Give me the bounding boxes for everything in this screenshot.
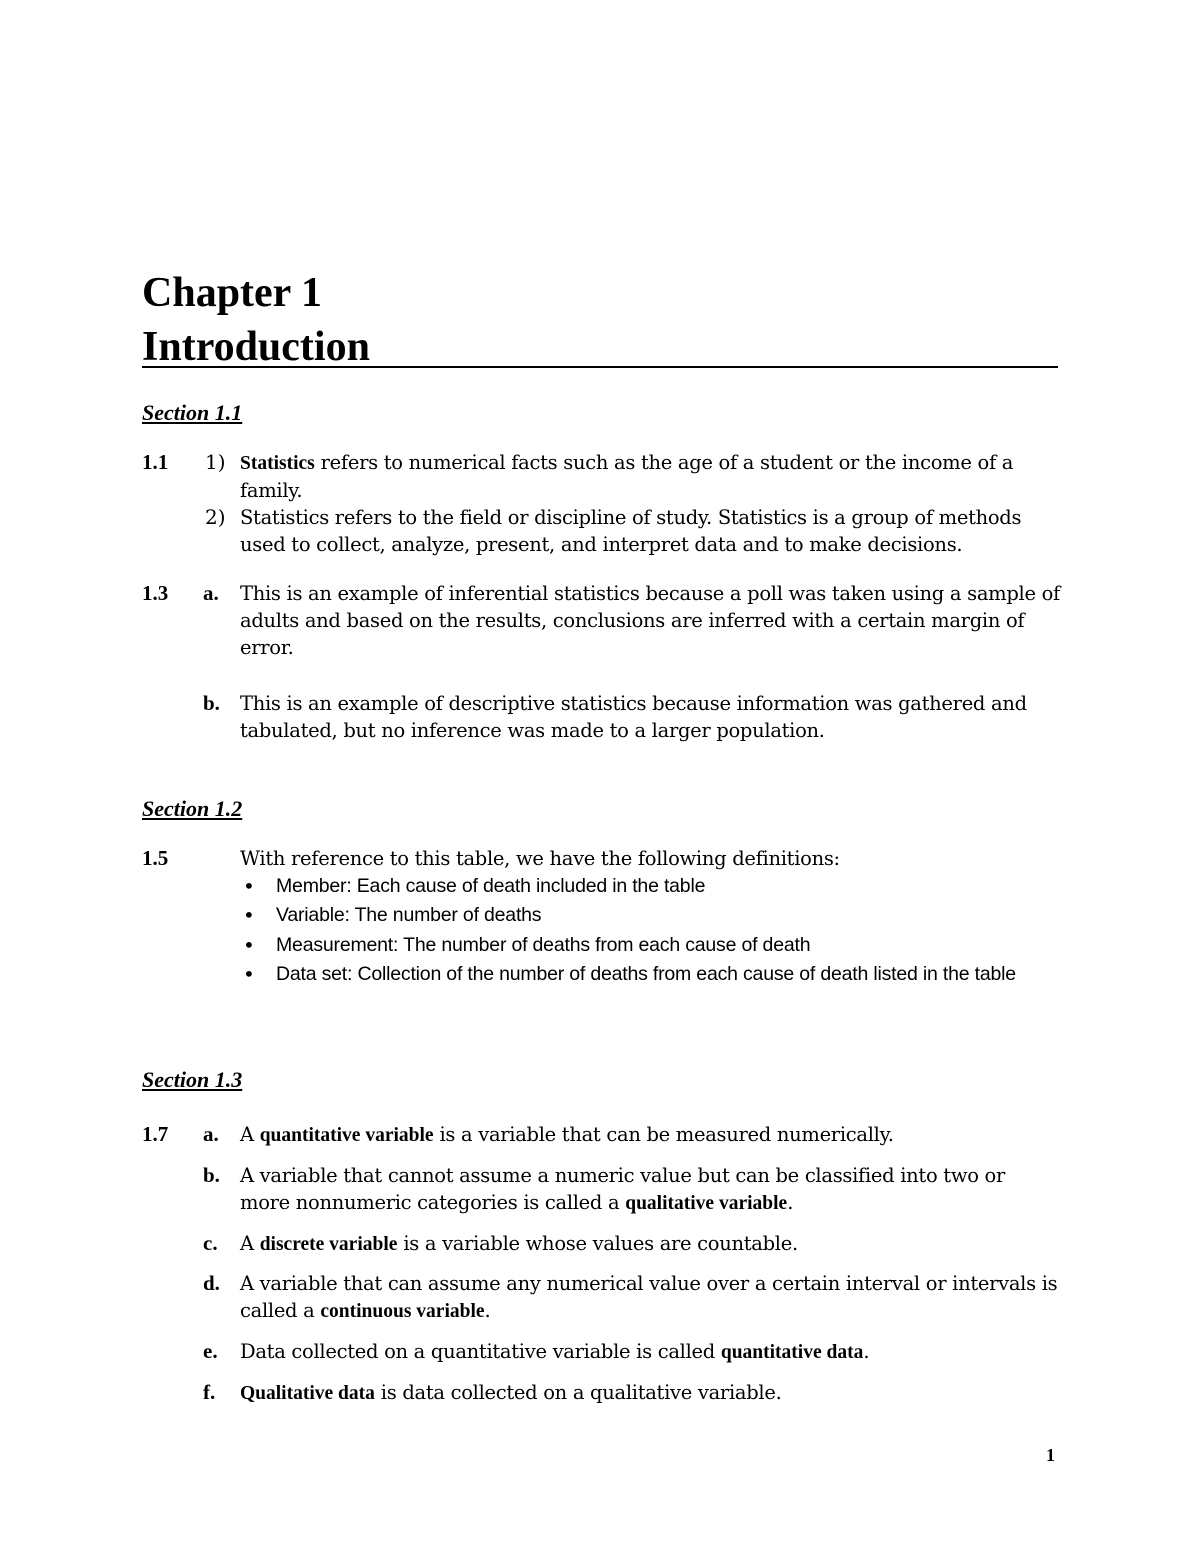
- item-letter: c.: [203, 1231, 218, 1255]
- item-letter: e.: [203, 1339, 218, 1363]
- section-heading-1-1: Section 1.1: [142, 400, 243, 425]
- page-number: 1: [1046, 1445, 1055, 1465]
- term-quantitative-variable: quantitative variable: [259, 1125, 434, 1146]
- bullet-icon: •: [243, 874, 255, 898]
- problem-1-5-intro: With reference to this table, we have the following definitions:: [240, 847, 840, 870]
- problem-1-7-d: [240, 1270, 1060, 1325]
- chapter-number: Chapter 1: [142, 270, 323, 316]
- item-text: .: [787, 1191, 794, 1214]
- bullet-icon: •: [243, 962, 255, 986]
- problem-number-1-7: 1.7: [142, 1122, 169, 1146]
- item-letter: a.: [203, 1122, 219, 1146]
- bullet-icon: •: [243, 903, 255, 927]
- item-letter: f.: [203, 1380, 216, 1404]
- problem-1-7-c: [240, 1230, 1060, 1258]
- item-letter: b.: [203, 691, 220, 715]
- item-marker: 2): [205, 505, 226, 529]
- problem-1-3-b: This is an example of descriptive statistics because information was gathered and tabulated, but no inference was made to a larger population.: [240, 692, 1027, 742]
- item-text: is data collected on a qualitative variable.: [374, 1381, 782, 1404]
- item-text: refers to numerical facts such as the age of a student or the income of a family.: [240, 451, 1014, 502]
- bullet-item: Measurement: The number of deaths from each cause of death: [276, 934, 811, 956]
- problem-number-1-3: 1.3: [142, 581, 169, 605]
- problem-1-1-item-1: [240, 449, 1060, 504]
- problem-number-1-5: 1.5: [142, 846, 169, 870]
- problem-1-7-f: [240, 1379, 1060, 1407]
- problem-1-7-e: [240, 1338, 1060, 1366]
- bullet-item: Member: Each cause of death included in the table: [276, 875, 706, 897]
- term-quantitative-data: quantitative data: [720, 1342, 864, 1363]
- problem-1-7-b: [240, 1162, 1060, 1217]
- section-heading-1-2: Section 1.2: [142, 796, 243, 821]
- bullet-item: Variable: The number of deaths: [276, 904, 542, 926]
- bullet-icon: •: [243, 933, 255, 957]
- term-statistics: Statistics: [240, 453, 315, 474]
- item-text: A: [240, 1123, 260, 1146]
- item-text: A variable that can assume any numerical value over a certain interval or intervals is called a: [240, 1272, 1058, 1322]
- term-qualitative-variable: qualitative variable: [625, 1193, 788, 1214]
- chapter-underline: [142, 366, 1058, 368]
- term-qualitative-data: Qualitative data: [240, 1383, 375, 1404]
- chapter-title: Introduction: [142, 324, 370, 370]
- item-text: is a variable whose values are countable.: [397, 1232, 798, 1255]
- item-text: .: [484, 1299, 491, 1322]
- term-discrete-variable: discrete variable: [259, 1234, 398, 1255]
- problem-number-1-1: 1.1: [142, 450, 169, 474]
- item-text: A: [240, 1232, 260, 1255]
- item-letter: a.: [203, 581, 219, 605]
- item-marker: 1): [205, 450, 226, 474]
- term-continuous-variable: continuous variable: [320, 1301, 485, 1322]
- problem-1-3-a: This is an example of inferential statistics because a poll was taken using a sample of adults and based on the results, conclusions are inferred with a certain margin of error.: [240, 582, 1060, 659]
- problem-1-1-item-2: Statistics refers to the field or discipline of study. Statistics is a group of methods used to collect, analyze, present, and interpret data and to make decisions.: [240, 506, 1022, 556]
- item-text: Data collected on a quantitative variable is called: [240, 1340, 721, 1363]
- item-letter: d.: [203, 1271, 220, 1295]
- item-text: is a variable that can be measured numerically.: [433, 1123, 894, 1146]
- bullet-item: Data set: Collection of the number of deaths from each cause of death listed in the table: [276, 963, 1016, 985]
- chapter-heading: [142, 266, 1058, 374]
- problem-1-7-a: [240, 1121, 1060, 1149]
- item-text: A variable that cannot assume a numeric value but can be classified into two or more nonnumeric categories is called a: [240, 1164, 1006, 1214]
- section-heading-1-3: Section 1.3: [142, 1067, 243, 1092]
- item-text: .: [863, 1340, 870, 1363]
- item-letter: b.: [203, 1163, 220, 1187]
